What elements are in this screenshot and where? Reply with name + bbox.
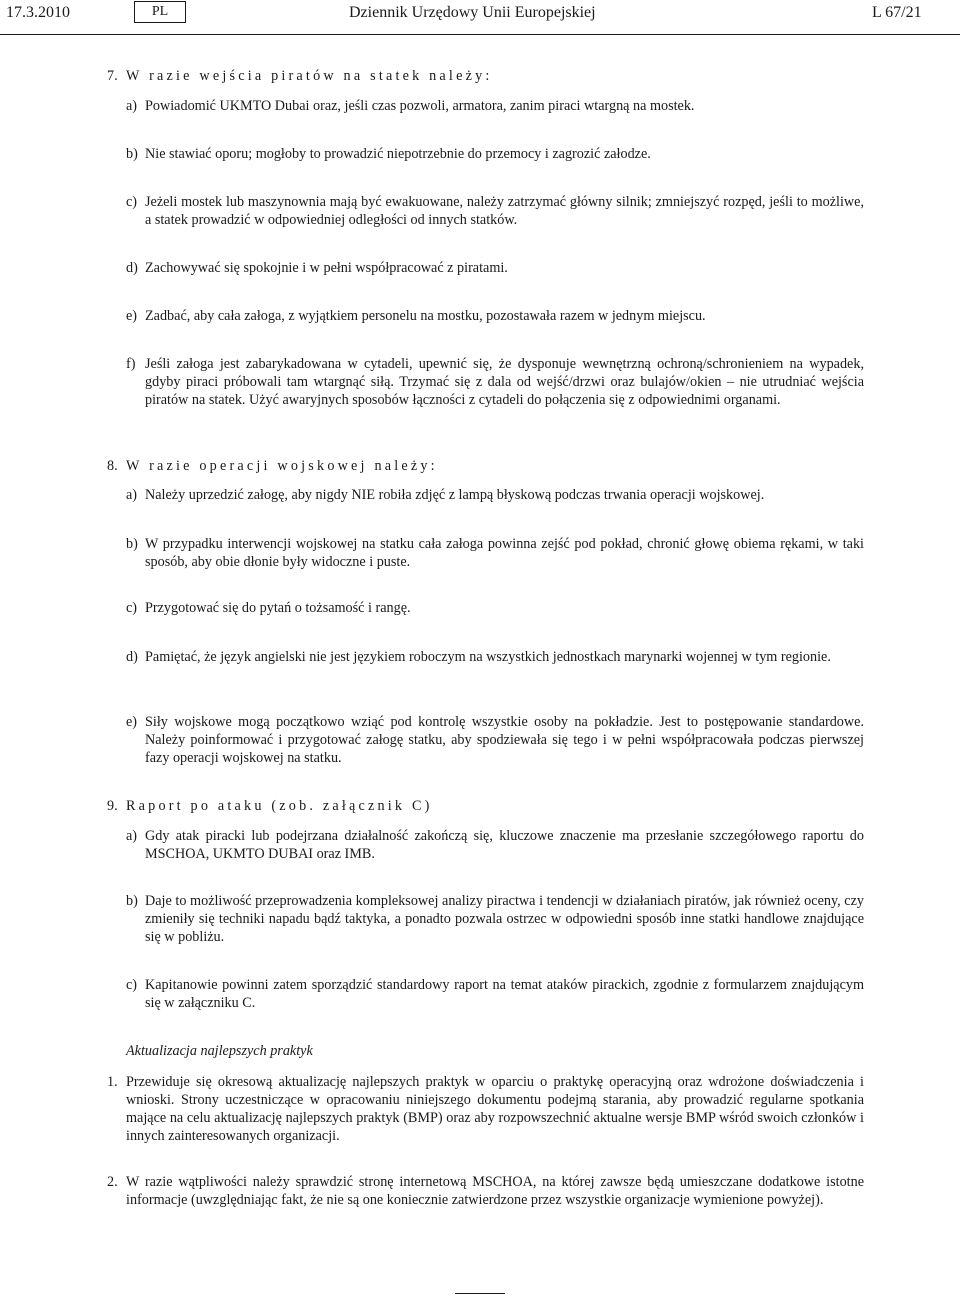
list-item: a) Powiadomić UKMTO Dubai oraz, jeśli czas pozwoli, armatora, zanim piraci wtargną na mostek.: [126, 98, 695, 114]
numbered-paragraph: 2. W razie wątpliwości należy sprawdzić stronę internetową MSCHOA, na której zawsze będą umieszczane dodatkowe istotne informacje (uwzględniając fakt, że nie są one koniecznie zatwierdzone przez wszystkie organizacje wymienione powyżej).: [107, 1174, 864, 1208]
list-item: c) Jeżeli mostek lub maszynownia mają być ewakuowane, należy zatrzymać główny silnik; zmniejszyć rozpęd, jeśli to możliwe, a statek prowadzić w odpowiedniej odległości od innych statków.: [126, 194, 864, 228]
list-item: a) Gdy atak piracki lub podejrzana działalność zakończą się, kluczowe znaczenie ma przesłanie szczegółowego raportu do MSCHOA, UKMTO DUBAI oraz IMB.: [126, 828, 864, 862]
list-item: b) Nie stawiać oporu; mogłoby to prowadzić niepotrzebnie do przemocy i zagrozić załodze.: [126, 146, 651, 162]
list-item: c) Przygotować się do pytań o tożsamość i rangę.: [126, 600, 411, 616]
list-item: c) Kapitanowie powinni zatem sporządzić standardowy raport na temat ataków pirackich, zgodnie z formularzem znajdującym się w załączniku C.: [126, 977, 864, 1011]
list-item: f) Jeśli załoga jest zabarykadowana w cytadeli, upewnić się, że dysponuje wewnętrzną ochroną/schronieniem na wypadek, gdyby piraci próbowali tam wtargnąć siłą. Trzymać się z dala od wejść/drzwi oraz bulajów/okien – nie utrudniać wejścia piratów na statek. Użyć awaryjnych sposobów łączności z cytadeli do połączenia się z odpowiednimi organami.: [126, 356, 864, 408]
list-item: e) Zadbać, aby cała załoga, z wyjątkiem personelu na mostku, pozostawała razem w jednym miejscu.: [126, 308, 706, 324]
section-title: W razie operacji wojskowej należy:: [126, 458, 438, 474]
list-item: b) W przypadku interwencji wojskowej na statku cała załoga powinna zejść pod pokład, chronić głowę obiema rękami, w taki sposób, aby obie dłonie były widoczne i puste.: [126, 536, 864, 570]
footer-rule: [455, 1293, 505, 1294]
page-header: [0, 0, 960, 36]
list-item: d) Zachowywać się spokojnie i w pełni współpracować z piratami.: [126, 260, 508, 276]
list-item: a) Należy uprzedzić załogę, aby nigdy NIE robiła zdjęć z lampą błyskową podczas trwania operacji wojskowej.: [126, 487, 765, 503]
journal-title: Dziennik Urzędowy Unii Europejskiej: [349, 4, 596, 21]
list-item: b) Daje to możliwość przeprowadzenia kompleksowej analizy piractwa i tendencji w działaniach piratów, jak również oceny, czy zmieniły się techniki napadu bądź taktyka, a ponadto pozwala ostrzec w odpowiedni sposób inne statki handlowe znajdujące się w pobliżu.: [126, 893, 864, 945]
language-badge: PL: [134, 1, 186, 23]
section-number: 7.: [107, 68, 118, 84]
section-title: W razie wejścia piratów na statek należy:: [126, 68, 493, 84]
numbered-paragraph: 1. Przewiduje się okresową aktualizację najlepszych praktyk w oparciu o praktykę operacyjną oraz wdrożone doświadczenia i wnioski. Strony uczestniczące w opracowaniu niniejszego dokumentu podejmą starania, aby prowadzić regularne spotkania mające na celu aktualizację najlepszych praktyk (BMP) oraz aby rozpowszechnić aktualne wersje BMP wśród swoich członków i innych zainteresowanych organizacji.: [107, 1074, 864, 1144]
subsection-heading: Aktualizacja najlepszych praktyk: [126, 1043, 313, 1059]
section-title: Raport po ataku (zob. załącznik C): [126, 798, 433, 814]
header-rule: [0, 34, 960, 35]
publication-date: 17.3.2010: [6, 4, 70, 21]
section-number: 8.: [107, 458, 118, 474]
list-item: d) Pamiętać, że język angielski nie jest językiem roboczym na wszystkich jednostkach marynarki wojennej w tym regionie.: [126, 649, 831, 665]
page-number: L 67/21: [872, 4, 922, 21]
section-number: 9.: [107, 798, 118, 814]
list-item: e) Siły wojskowe mogą początkowo wziąć pod kontrolę wszystkie osoby na pokładzie. Jest to postępowanie standardowe. Należy poinformować i przygotować załogę statku, aby spodziewała się tego i w pełni współpracowała podczas pierwszej fazy operacji wojskowej na statku.: [126, 714, 864, 766]
